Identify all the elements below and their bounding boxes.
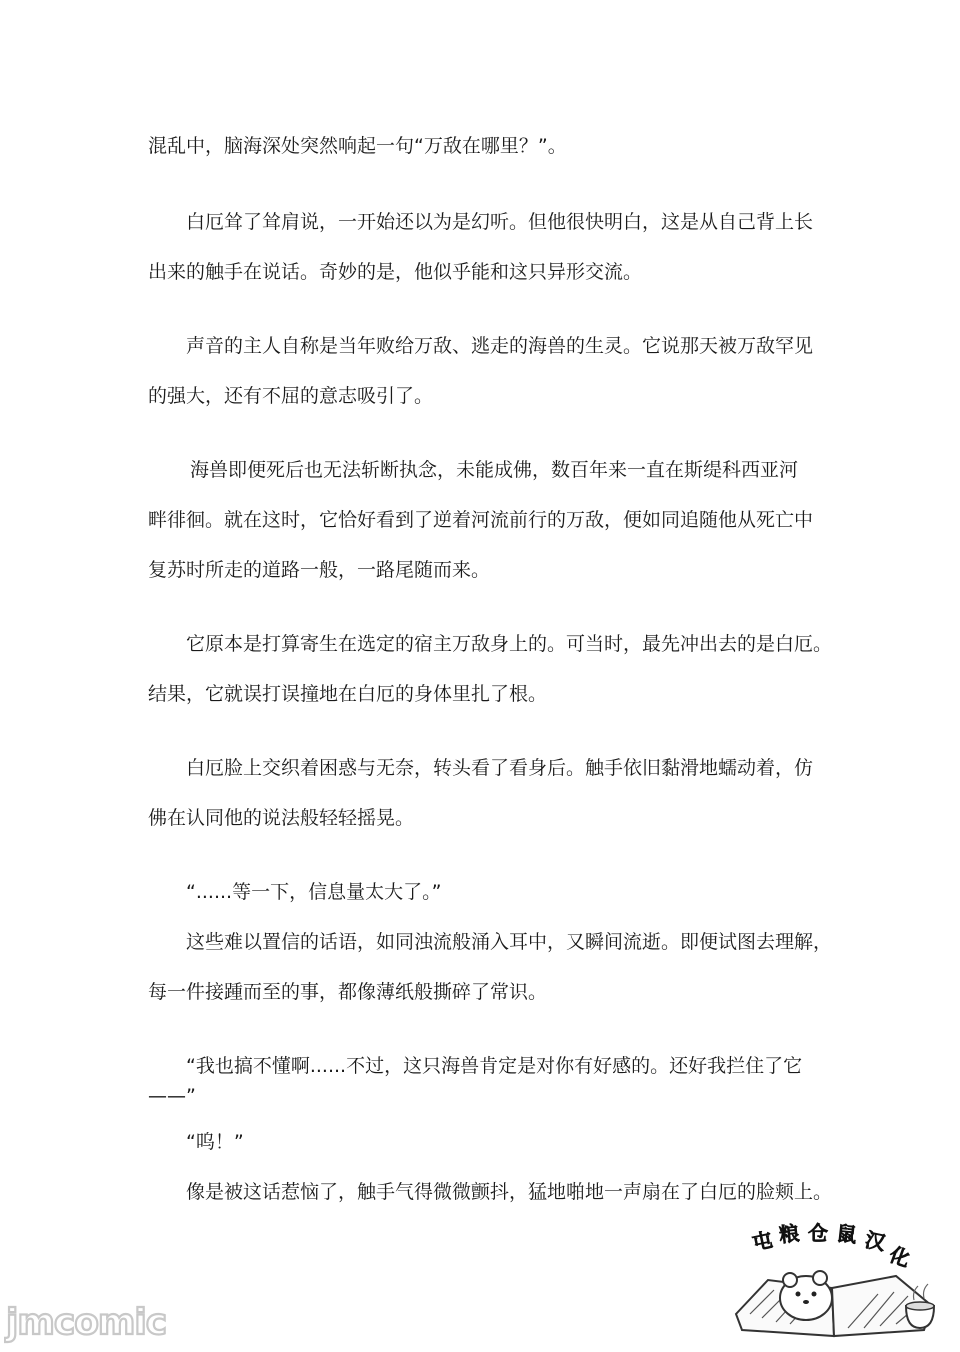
svg-text:粮: 粮 [778, 1221, 801, 1247]
text-line: 声音的主人自称是当年败给万敌、逃走的海兽的生灵。它说那天被万敌罕见 [186, 335, 814, 357]
text-line: ——” [148, 1085, 196, 1107]
text-line: “......等一下，信息量太大了。” [186, 881, 442, 903]
text-line: 像是被这话惹恼了，触手气得微微颤抖，猛地啪地一声扇在了白厄的脸颊上。 [186, 1181, 833, 1203]
text-line: 结果，它就误打误撞地在白厄的身体里扎了根。 [148, 683, 548, 705]
text-line: 这些难以置信的话语，如同浊流般涌入耳中，又瞬间流逝。即便试图去理解， [186, 931, 833, 953]
text-line: 混乱中，脑海深处突然响起一句“万敌在哪里？”。 [148, 135, 567, 157]
scanlation-group-logo [728, 1218, 942, 1342]
text-line: 白厄脸上交织着困惑与无奈，转头看了看身后。触手依旧黏滑地蠕动着，仿 [186, 757, 814, 779]
text-line: “呜！” [186, 1131, 244, 1153]
svg-text:屯: 屯 [750, 1227, 775, 1255]
text-line: 海兽即便死后也无法斩断执念，未能成佛，数百年来一直在斯缇科西亚河 [190, 459, 799, 481]
text-line: “我也搞不懂啊......不过，这只海兽肯定是对你有好感的。还好我拦住了它 [186, 1055, 803, 1077]
svg-text:仓: 仓 [808, 1221, 828, 1245]
text-line: 每一件接踵而至的事，都像薄纸般撕碎了常识。 [148, 981, 548, 1003]
svg-text:汉: 汉 [862, 1227, 888, 1256]
svg-text:化: 化 [886, 1242, 914, 1272]
site-watermark [4, 1298, 204, 1344]
text-line: 的强大，还有不屈的意志吸引了。 [148, 385, 434, 407]
text-line: 它原本是打算寄生在选定的宿主万敌身上的。可当时，最先冲出去的是白厄。 [186, 633, 833, 655]
text-line: 佛在认同他的说法般轻轻摇晃。 [148, 807, 415, 829]
text-line: 畔徘徊。就在这时，它恰好看到了逆着河流前行的万敌，便如同追随他从死亡中 [148, 509, 814, 531]
text-line: 白厄耸了耸肩说，一开始还以为是幻听。但他很快明白，这是从自己背上长 [186, 211, 814, 233]
svg-text:鼠: 鼠 [835, 1221, 858, 1248]
text-line: 复苏时所走的道路一般，一路尾随而来。 [148, 559, 491, 581]
svg-text:jmcomic: jmcomic [6, 1302, 167, 1343]
text-line: 出来的触手在说话。奇妙的是，他似乎能和这只异形交流。 [148, 261, 643, 283]
